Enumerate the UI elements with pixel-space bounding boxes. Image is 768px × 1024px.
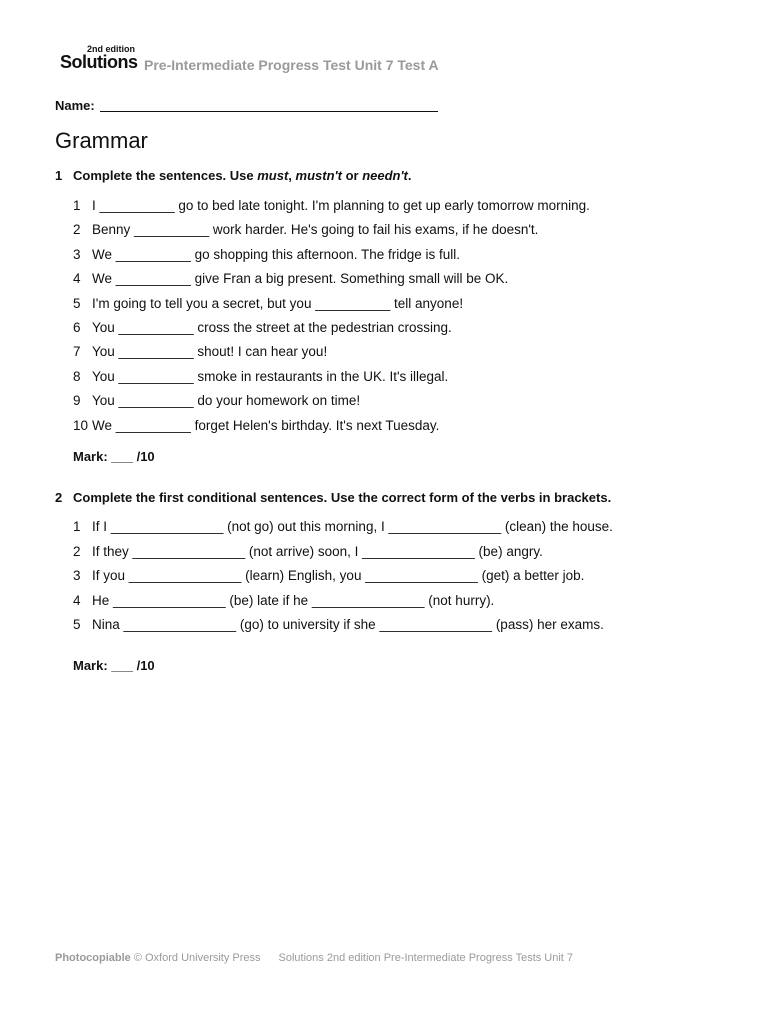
list-item (73, 197, 590, 221)
instruction-text: , (288, 168, 296, 183)
item-number: 5 (73, 295, 81, 311)
item-number: 2 (73, 543, 81, 559)
item-number: 4 (73, 592, 81, 608)
list-item (73, 417, 590, 441)
section-title: Grammar (55, 128, 148, 153)
instruction-text: or (341, 168, 363, 183)
item-text: If you _______________ (learn) English, you _______________ (get) a better job. (92, 568, 585, 583)
instruction-word: needn't (362, 168, 408, 183)
item-text: You __________ smoke in restaurants in the UK. It's illegal. (92, 368, 449, 384)
item-text: You __________ cross the street at the pedestrian crossing. (92, 319, 452, 335)
item-number: 7 (73, 344, 81, 360)
page-footer (55, 952, 573, 964)
list-item (73, 518, 613, 543)
item-text: If I _______________ (not go) out this morning, I _______________ (clean) the house. (92, 519, 613, 534)
item-text: You __________ do your homework on time! (92, 393, 361, 409)
exercise-1-heading (55, 168, 412, 183)
item-text: I'm going to tell you a secret, but you __________ tell anyone! (92, 295, 464, 311)
exercise-number: 1 (55, 168, 63, 183)
item-text: We __________ give Fran a big present. Something small will be OK. (92, 271, 509, 287)
list-item (73, 319, 590, 343)
instruction-word: must (257, 168, 289, 183)
test-title: Pre-Intermediate Progress Test Unit 7 Test A (144, 57, 439, 73)
item-text: I __________ go to bed late tonight. I'm planning to get up early tomorrow morning. (92, 198, 590, 213)
list-item (73, 343, 590, 367)
name-label: Name: (55, 98, 95, 113)
instruction-text: Complete the first conditional sentences. Use the correct form of the verbs in brackets. (73, 490, 612, 505)
exercise-2-items (73, 518, 613, 641)
exercise-number: 2 (55, 490, 63, 505)
list-item (73, 270, 590, 294)
item-text: You __________ shout! I can hear you! (92, 344, 328, 360)
footer-title: Solutions 2nd edition Pre-Intermediate Progress Tests Unit 7 (278, 952, 574, 964)
name-blank-line (100, 111, 438, 112)
list-item (73, 543, 613, 568)
item-text: He _______________ (be) late if he _______________ (not hurry). (92, 592, 495, 608)
list-item (73, 567, 613, 592)
logo-word: Solutions (60, 52, 138, 72)
item-text: We __________ forget Helen's birthday. It's next Tuesday. (92, 417, 440, 433)
item-text: Benny __________ work harder. He's going to fail his exams, if he doesn't. (92, 222, 539, 238)
item-number: 9 (73, 393, 81, 409)
exercise-2-heading (55, 490, 611, 505)
item-number: 8 (73, 368, 81, 384)
item-number: 6 (73, 319, 81, 335)
item-number: 5 (73, 617, 81, 632)
item-text: We __________ go shopping this afternoon. The fridge is full. (92, 246, 461, 262)
list-item (73, 616, 613, 641)
instruction-text: Complete the sentences. Use (73, 168, 258, 183)
publisher-credit: © Oxford University Press (130, 952, 261, 964)
item-number: 3 (73, 568, 81, 583)
logo-edition: 2nd edition (87, 44, 135, 54)
list-item (73, 221, 590, 245)
item-number: 2 (73, 222, 81, 238)
list-item (73, 392, 590, 416)
list-item (73, 246, 590, 270)
solutions-logo (60, 44, 140, 74)
item-text: If they _______________ (not arrive) soon, I _______________ (be) angry. (92, 543, 543, 559)
item-number: 4 (73, 271, 81, 287)
item-number: 1 (73, 198, 81, 213)
exercise-1-items (73, 197, 590, 441)
exercise-2-mark: Mark: ___ /10 (73, 658, 155, 673)
photocopiable-label: Photocopiable (55, 952, 131, 964)
name-field (55, 98, 438, 113)
list-item (73, 295, 590, 319)
instruction-word: mustn't (295, 168, 342, 183)
item-number: 10 (73, 417, 89, 433)
list-item (73, 592, 613, 617)
item-number: 3 (73, 246, 81, 262)
instruction-text: . (407, 168, 412, 183)
item-number: 1 (73, 519, 81, 534)
exercise-1-mark: Mark: ___ /10 (73, 449, 155, 464)
list-item (73, 368, 590, 392)
item-text: Nina _______________ (go) to university if she _______________ (pass) her exams. (92, 617, 604, 632)
